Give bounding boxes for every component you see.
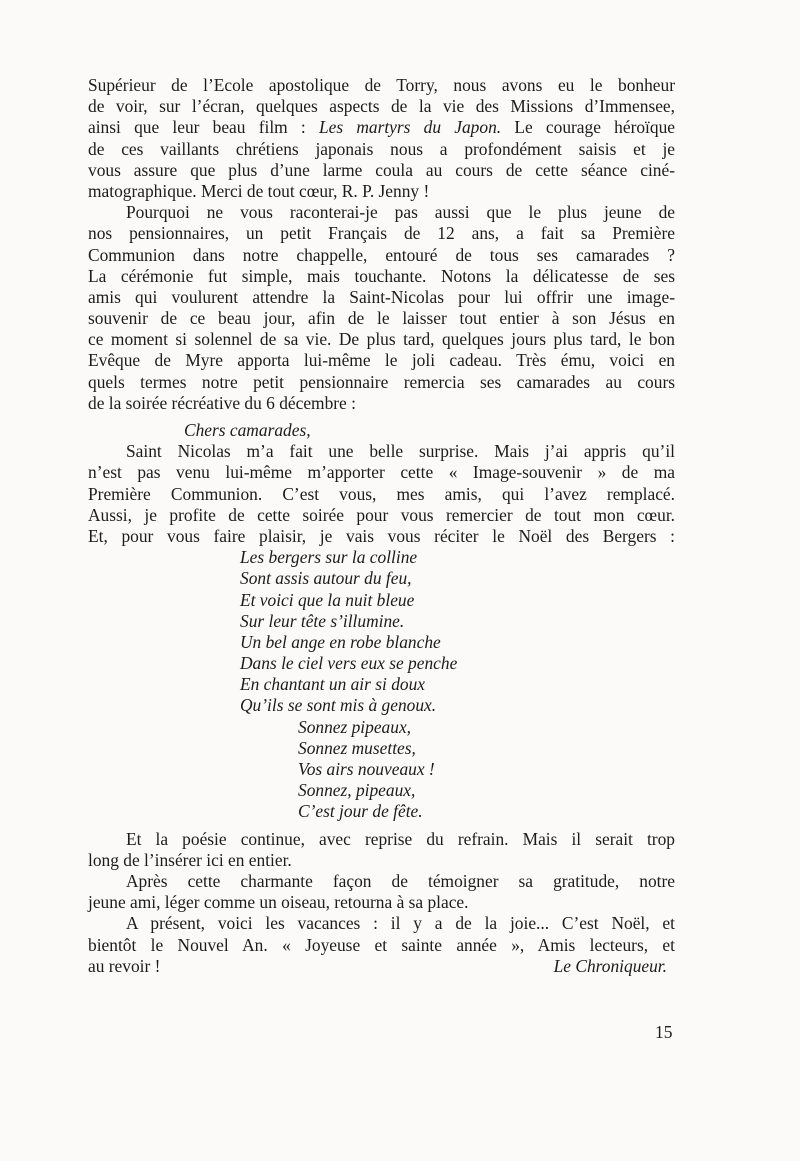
text-line: Supérieur de l’Ecole apostolique de Torry, nous avons eu le bonheur (88, 75, 675, 95)
salutation (88, 420, 675, 441)
text-line: Et, pour vous faire plaisir, je vais vous réciter le Noël des Bergers : (88, 525, 675, 546)
text-line: souvenir de ce beau jour, afin de le laisser tout entier à son Jésus en (88, 308, 675, 329)
refrain-line (88, 738, 675, 759)
text-line: Saint Nicolas m’a fait une belle surprise. Mais j’ai appris qu’il (126, 441, 675, 462)
poem-line (88, 547, 675, 568)
film-title: Les martyrs du Japon. (318, 117, 502, 138)
text-line: Et la poésie continue, avec reprise du refrain. Mais il serait trop (126, 828, 675, 849)
closing-text: au revoir ! (88, 955, 161, 976)
salutation-text: Chers camarades, (184, 420, 311, 440)
text-line: de la soirée récréative du 6 décembre : (88, 392, 356, 413)
text-line: vous assure que plus d’une larme coula au cours de cette séance ciné- (88, 159, 675, 180)
poem-line (88, 695, 675, 716)
text-line: quels termes notre petit pensionnaire remercia ses camarades au cours (88, 371, 675, 392)
poem-text: En chantant un air si doux (240, 674, 426, 695)
text-line: matographique. Merci de tout cœur, R. P. Jenny ! (88, 180, 430, 201)
text-line: n’est pas venu lui-même m’apporter cette « Image-souvenir » de ma (88, 462, 675, 483)
text-fragment: ainsi que leur beau film : (88, 117, 319, 138)
poem-line (88, 653, 675, 674)
poem-text: Dans le ciel vers eux se penche (240, 653, 458, 674)
text-line: nos pensionnaires, un petit Français de 12 ans, a fait sa Première (88, 223, 675, 244)
poem-line (88, 568, 675, 589)
poem-text: Et voici que la nuit bleue (240, 589, 415, 610)
text-line (88, 956, 675, 977)
poem-line (88, 590, 675, 611)
refrain-line (88, 780, 675, 801)
poem-text: Les bergers sur la colline (240, 547, 418, 568)
poem-text: Qu’ils se sont mis à genoux. (240, 695, 437, 716)
poem-text: Sur leur tête s’illumine. (240, 610, 405, 631)
poem-line (88, 632, 675, 653)
refrain-text: Vos airs nouveaux ! (298, 759, 435, 779)
text-line: ce moment si solennel de sa vie. De plus tard, quelques jours plus tard, le bon (88, 329, 675, 350)
page-number: 15 (655, 1022, 673, 1042)
signature: Le Chroniqueur. (553, 955, 667, 976)
article-body (88, 75, 675, 977)
text-line: amis qui voulurent attendre la Saint-Nicolas pour lui offrir une image- (88, 286, 675, 307)
text-line: A présent, voici les vacances : il y a de la joie... C’est Noël, et (126, 913, 675, 934)
text-line: de ces vaillants chrétiens japonais nous a profondément saisis et je (88, 138, 675, 159)
poem-line (88, 611, 675, 632)
text-line (88, 117, 675, 138)
text-line: Communion dans notre chappelle, entouré de tous ses camarades ? (88, 244, 675, 265)
refrain-text: Sonnez musettes, (298, 737, 416, 758)
refrain-text: C’est jour de fête. (298, 801, 423, 822)
text-line: Première Communion. C’est vous, mes amis, qui l’avez remplacé. (88, 483, 675, 504)
text-line: bientôt le Nouvel An. « Joyeuse et sainte année », Amis lecteurs, et (88, 934, 675, 955)
poem-text: Un bel ange en robe blanche (240, 631, 441, 652)
refrain-text: Sonnez pipeaux, (298, 716, 412, 737)
refrain-line (88, 717, 675, 738)
refrain-text: Sonnez, pipeaux, (298, 780, 416, 801)
text-line: Evêque de Myre apporta lui-même le joli cadeau. Très ému, voici en (88, 350, 675, 371)
text-line: Aussi, je profite de cette soirée pour vous remercier de tout mon cœur. (88, 504, 675, 525)
text-fragment: Le courage héroïque (501, 117, 675, 138)
text-line: jeune ami, léger comme un oiseau, retourna à sa place. (88, 892, 469, 913)
text-line: Après cette charmante façon de témoigner sa gratitude, notre (126, 870, 675, 891)
text-line: La cérémonie fut simple, mais touchante. Notons la délicatesse de ses (88, 265, 675, 286)
refrain-line (88, 801, 675, 822)
text-line: Pourquoi ne vous raconterai-je pas aussi que le plus jeune de (126, 202, 675, 223)
poem-line (88, 674, 675, 695)
text-line: de voir, sur l’écran, quelques aspects de la vie des Missions d’Immensee, (88, 96, 675, 117)
refrain-line (88, 759, 675, 780)
poem-text: Sont assis autour du feu, (240, 568, 412, 589)
text-line: long de l’insérer ici en entier. (88, 849, 292, 870)
